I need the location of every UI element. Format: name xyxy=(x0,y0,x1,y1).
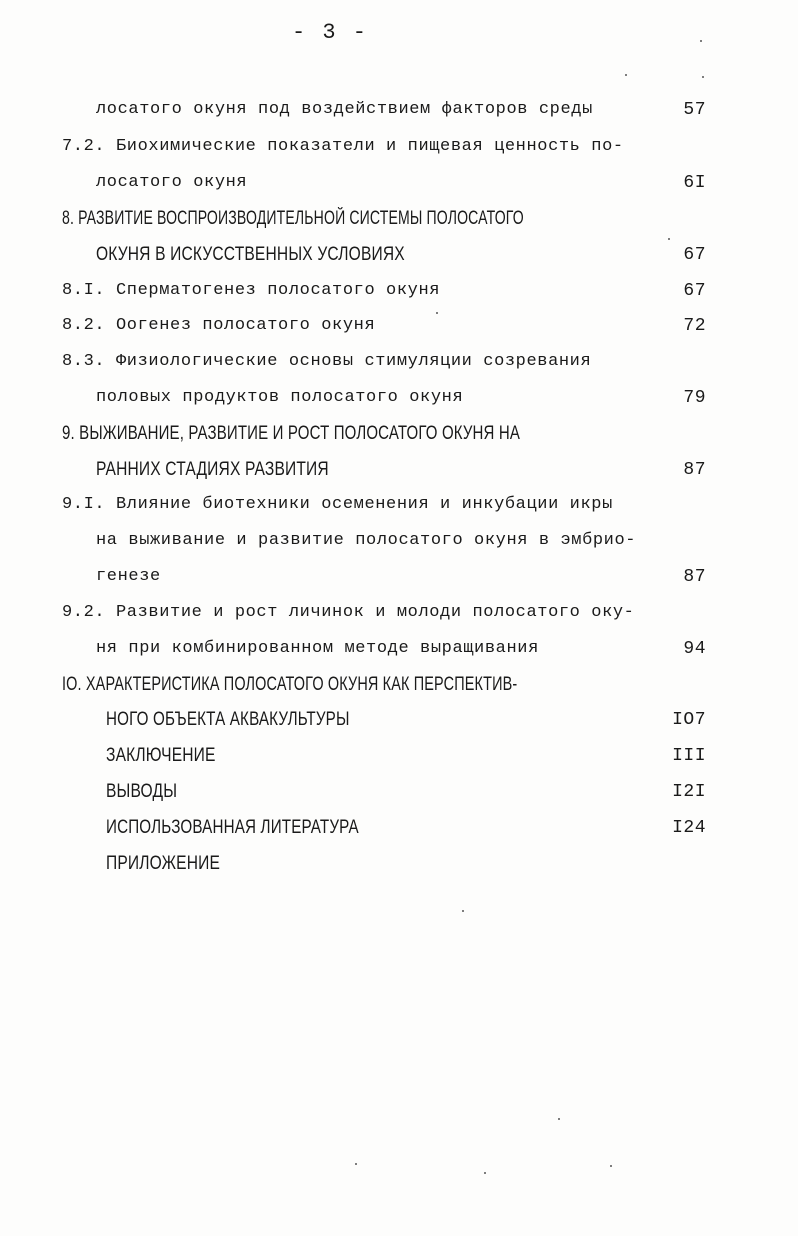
toc-page-number: I24 xyxy=(672,818,706,838)
toc-line-text: ня при комбинированном методе выращивания xyxy=(96,639,539,658)
scan-speck xyxy=(700,40,702,42)
toc-line-text: лосатого окуня xyxy=(96,173,248,192)
toc-page-number: 57 xyxy=(683,100,706,120)
toc-page-number: 87 xyxy=(683,460,706,480)
toc-line xyxy=(96,636,706,662)
scan-speck xyxy=(702,76,704,78)
toc-line xyxy=(96,385,706,411)
toc-line-text: 8.2. Оогенез полосатого окуня xyxy=(62,316,376,335)
toc-page-number: IO7 xyxy=(672,710,706,730)
toc-line-text: 7.2. Биохимические показатели и пищевая ценность по- xyxy=(62,137,624,156)
scan-speck xyxy=(610,1165,612,1167)
toc-line-text: 8.3. Физиологические основы стимуляции созревания xyxy=(62,352,592,371)
toc-page-number: 87 xyxy=(683,567,706,587)
toc-line-text: на выживание и развитие полосатого окуня в эмбрио- xyxy=(96,531,637,550)
toc-line xyxy=(96,457,706,483)
toc-page-number: 6I xyxy=(683,173,706,193)
toc-line xyxy=(106,743,706,769)
toc-page-number: III xyxy=(672,746,706,766)
toc-line-text: ПРИЛОЖЕНИЕ xyxy=(106,853,221,874)
toc-line xyxy=(62,600,706,626)
toc-line xyxy=(62,206,706,232)
toc-line-text: IO. ХАРАКТЕРИСТИКА ПОЛОСАТОГО ОКУНЯ КАК ПЕРСПЕКТИВ- xyxy=(62,674,518,695)
toc-line-text: 8.I. Сперматогенез полосатого окуня xyxy=(62,281,441,300)
toc-line xyxy=(96,242,706,268)
toc-line xyxy=(106,815,706,841)
scan-speck xyxy=(436,312,438,314)
toc-line xyxy=(62,672,706,698)
toc-line-text: ОКУНЯ В ИСКУССТВЕННЫХ УСЛОВИЯХ xyxy=(96,244,405,265)
toc-page-number: 67 xyxy=(683,245,706,265)
toc-line-text: 9.I. Влияние биотехники осеменения и инкубации икры xyxy=(62,495,613,514)
toc-line-text: 9. ВЫЖИВАНИЕ, РАЗВИТИЕ И РОСТ ПОЛОСАТОГО ОКУНЯ НА xyxy=(62,423,521,444)
toc-line xyxy=(106,779,706,805)
toc-line-text: ИСПОЛЬЗОВАННАЯ ЛИТЕРАТУРА xyxy=(106,817,359,838)
toc-line xyxy=(62,134,706,160)
toc-line-text: 8. РАЗВИТИЕ ВОСПРОИЗВОДИТЕЛЬНОЙ СИСТЕМЫ ПОЛОСАТОГО xyxy=(62,208,524,229)
toc-line xyxy=(106,707,706,733)
toc-line-text: ЗАКЛЮЧЕНИЕ xyxy=(106,745,216,766)
toc-line xyxy=(106,851,706,877)
scan-speck xyxy=(558,1118,560,1120)
toc-line-text: половых продуктов полосатого окуня xyxy=(96,388,464,407)
toc-page-number: 79 xyxy=(683,388,706,408)
toc-page-number: 94 xyxy=(683,639,706,659)
toc-line-text: ВЫВОДЫ xyxy=(106,781,178,802)
toc-line xyxy=(62,492,706,518)
toc-line xyxy=(96,97,706,123)
toc-line xyxy=(62,278,706,304)
toc-line xyxy=(96,528,706,554)
toc-line-text: лосатого окуня под воздействием факторов среды xyxy=(96,100,593,119)
toc-line-text: НОГО ОБЪЕКТА АКВАКУЛЬТУРЫ xyxy=(106,709,350,730)
toc-line xyxy=(96,170,706,196)
toc-line-text: РАННИХ СТАДИЯХ РАЗВИТИЯ xyxy=(96,459,329,480)
scan-speck xyxy=(355,1163,357,1165)
toc-line xyxy=(96,564,706,590)
toc-line-text: генезе xyxy=(96,567,161,586)
scan-speck xyxy=(668,238,670,240)
page-number: - 3 - xyxy=(291,20,368,45)
toc-page-number: 72 xyxy=(683,316,706,336)
toc-line-text: 9.2. Развитие и рост личинок и молоди полосатого оку- xyxy=(62,603,635,622)
scan-speck xyxy=(625,74,627,76)
scan-speck xyxy=(484,1172,486,1174)
toc-line xyxy=(62,421,706,447)
toc-page-number: I2I xyxy=(672,782,706,802)
toc-line xyxy=(62,349,706,375)
scan-speck xyxy=(462,910,464,912)
toc-page-number: 67 xyxy=(683,281,706,301)
toc-line xyxy=(62,313,706,339)
